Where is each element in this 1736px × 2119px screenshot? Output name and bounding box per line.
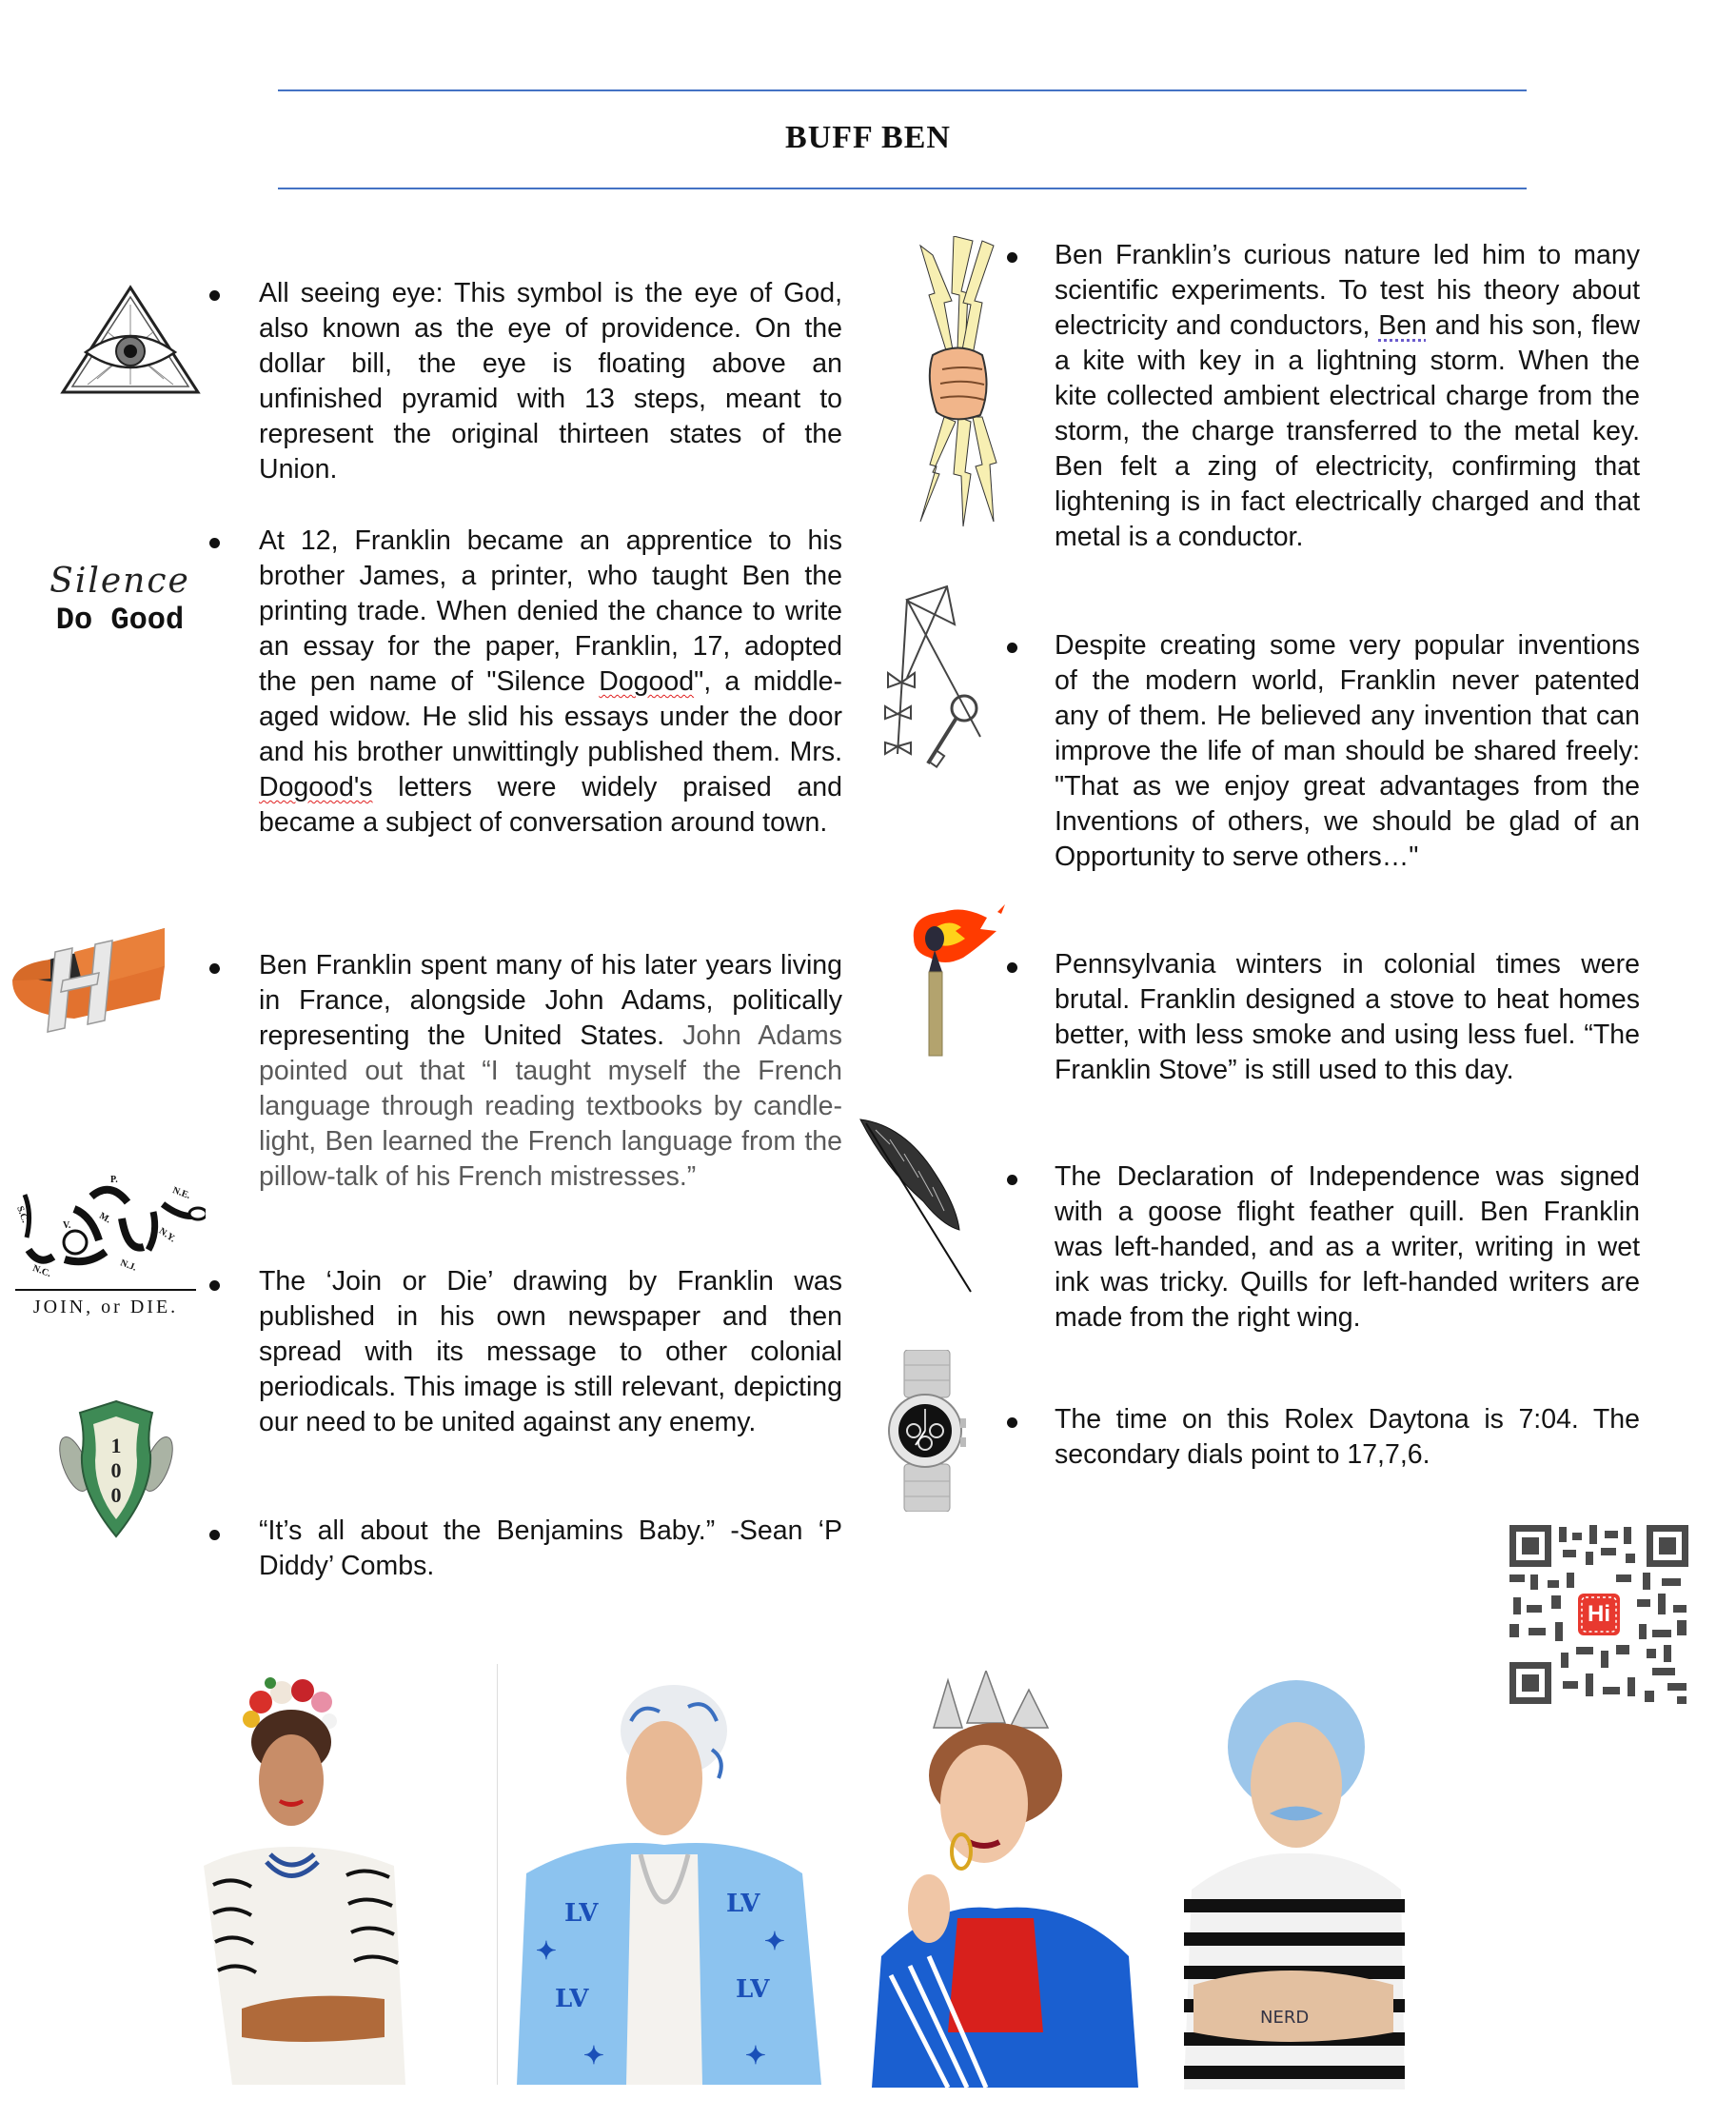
list-item-silence-dogood: [259, 524, 842, 841]
list-item-benjamins: “It’s all about the Benjamins Baby.” -Sean ‘P Diddy’ Combs.: [259, 1515, 842, 1581]
qr-badge-label: Hi: [1588, 1601, 1610, 1627]
snake-label-sc: S.C.: [14, 1204, 30, 1225]
text-segment: Ben Franklin spent many of his later years living in France, alongside John Adams, politically representing the United States.: [259, 950, 842, 1051]
list-item-kite-experiment: [1055, 238, 1640, 555]
portrait-frida-icon: [204, 1675, 405, 2085]
bullet-dot: [209, 538, 220, 548]
spellcheck-word: Dogood: [599, 666, 695, 697]
snake-label-v: V.: [63, 1220, 71, 1231]
svg-text:✦: ✦: [536, 1937, 557, 1966]
portrait-washington-icon: [497, 1664, 833, 2085]
svg-text:LV: LV: [736, 1975, 770, 2004]
snake-label-p: P.: [110, 1175, 118, 1185]
join-or-die-snake-icon: [14, 1175, 206, 1317]
silence-label: Silence: [49, 562, 190, 601]
spellcheck-word: Dogood's: [259, 772, 373, 802]
all-seeing-eye-icon: [59, 284, 202, 396]
rolex-watch-icon: [887, 1350, 968, 1512]
portrait-einstein-icon: [1184, 1671, 1405, 2089]
qr-code-icon[interactable]: [1509, 1525, 1688, 1704]
lit-match-icon: [906, 901, 1011, 1058]
list-item-franklin-stove: Pennsylvania winters in colonial times were brutal. Franklin designed a stove to heat homes better, with less smoke and using less fuel. “The Franklin Stove” is still used to this day.: [1055, 949, 1640, 1085]
snake-label-nc: N.C.: [30, 1263, 52, 1280]
grammar-word: Ben: [1378, 310, 1427, 341]
header-rule-top: [278, 89, 1527, 91]
list-item-france: [259, 948, 842, 1195]
kite-key-icon: [880, 583, 985, 773]
bullet-dot: [1007, 1175, 1017, 1185]
svg-text:NERD: NERD: [1260, 2008, 1310, 2028]
list-item-all-seeing-eye: All seeing eye: This symbol is the eye of God, also known as the eye of providence. On the dollar bill, the eye is floating above an unfinished pyramid with 13 steps, meant to represent the original thirteen states of the Union.: [259, 278, 842, 485]
snake-label-ny: N.Y.: [156, 1225, 178, 1245]
svg-text:✦: ✦: [583, 2042, 604, 2070]
bullet-dot: [209, 1280, 220, 1291]
svg-text:✦: ✦: [745, 2042, 766, 2070]
text-segment: and his son, flew a kite with key in a lightning storm. When the kite collected ambient electrical charge from the storm, the charge transferred to the metal key. Ben felt a zing of electricity, confirming that lightening is in fact electrically charged and that metal is a conductor.: [1055, 310, 1640, 552]
text-segment: At 12, Franklin became an apprentice to his brother James, a printer, who taught Ben the printing trade. When denied the chance to write an essay for the paper, Franklin, 17, adopted the pen name of "Silence: [259, 525, 842, 697]
bullet-dot: [209, 963, 220, 974]
page-title: BUFF BEN: [785, 120, 951, 155]
bullet-dot: [1007, 252, 1017, 263]
bullet-dot: [1007, 962, 1017, 973]
bullet-dot: [209, 1530, 220, 1540]
bullet-dot: [209, 290, 220, 301]
join-or-die-caption: JOIN, or DIE.: [32, 1297, 179, 1317]
quill-feather-icon: [857, 1116, 980, 1297]
svg-text:0: 0: [110, 1483, 122, 1507]
svg-text:1: 1: [110, 1434, 122, 1457]
hermes-belt-icon: [8, 923, 169, 1042]
header-rule-bottom: [278, 188, 1527, 189]
list-item-join-or-die: The ‘Join or Die’ drawing by Franklin was published in his own newspaper and then spread with its message to other colonial periodicals. This image is still relevant, depicting our need to be united against any enemy.: [259, 1266, 842, 1437]
silence-do-good-icon: [34, 562, 206, 666]
svg-text:0: 0: [110, 1458, 122, 1482]
fist-lightning-icon: [916, 236, 1001, 531]
svg-text:✦: ✦: [764, 1928, 785, 1956]
list-item-rolex: The time on this Rolex Daytona is 7:04. The secondary dials point to 17,7,6.: [1055, 1404, 1640, 1470]
svg-text:LV: LV: [726, 1890, 760, 1918]
bullet-dot: [1007, 1417, 1017, 1428]
snake-label-ne: N.E.: [170, 1185, 192, 1201]
svg-text:LV: LV: [564, 1899, 599, 1928]
hundred-dollar-emblem-icon: [57, 1397, 175, 1540]
svg-text:LV: LV: [555, 1985, 589, 2013]
snake-label-m: M.: [97, 1210, 113, 1226]
text-segment: letters were widely praised and became a subject of conversation around town.: [259, 772, 842, 838]
do-good-label: Do Good: [55, 603, 185, 638]
caption-rule: [15, 1289, 196, 1291]
text-segment: Ben Franklin’s curious nature led him to many scientific experiments. To test his theory about electricity and conductors,: [1055, 240, 1640, 341]
snake-label-nj: N.J.: [118, 1258, 138, 1274]
portrait-queen-icon: [843, 1671, 1157, 2088]
text-segment: ", a middle-aged widow. He slid his essays under the door and his brother unwittingly published them. Mrs.: [259, 666, 842, 767]
adams-quote: John Adams pointed out that “I taught myself the French language through reading textbooks by candle-light, Ben learned the French language from the pillow-talk of his French mistresses.”: [259, 1020, 843, 1192]
list-item-quill: The Declaration of Independence was signed with a goose flight feather quill. Ben Franklin was left-handed, and as a writer, writing in wet ink was tricky. Quills for left-handed writers are made from the right wing.: [1055, 1161, 1640, 1333]
list-item-patents: Despite creating some very popular inventions of the modern world, Franklin never patented any of them. He believed any invention that can improve the life of man should be shared freely: "That as we enjoy great advantages from the Inventions of others, we should be glad of an Opportunity to serve others…": [1055, 630, 1640, 872]
bullet-dot: [1007, 643, 1017, 653]
